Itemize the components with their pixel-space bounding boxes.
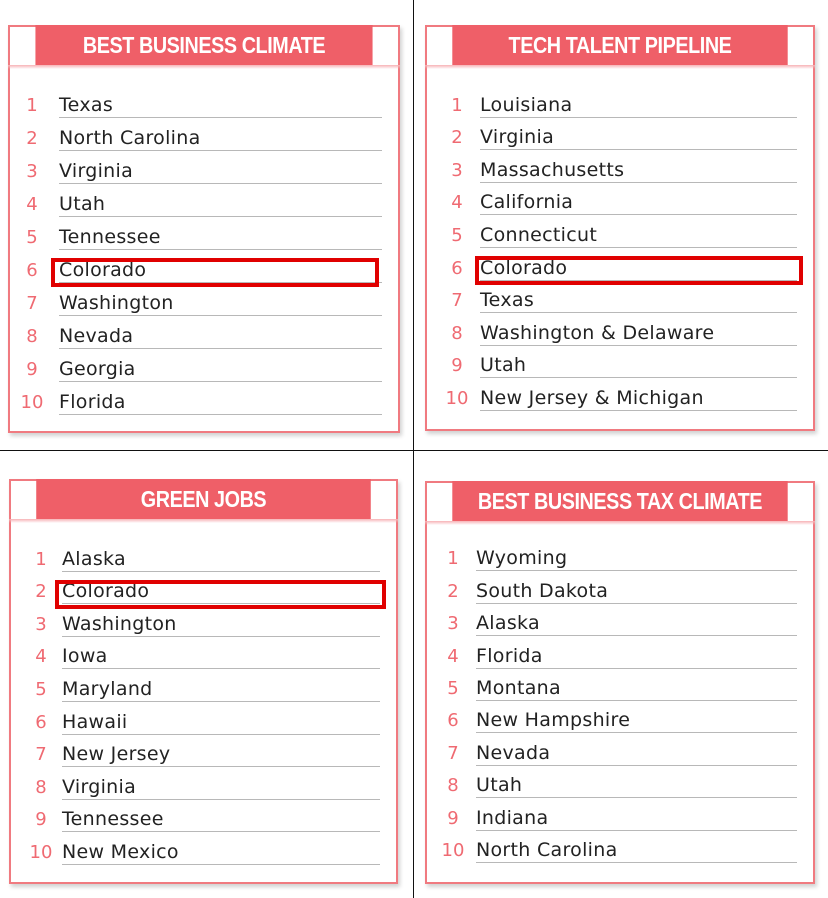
rank-number: 8 bbox=[35, 776, 47, 798]
rank-number: 6 bbox=[26, 260, 38, 281]
ranking-row bbox=[10, 382, 398, 415]
ranking-row bbox=[11, 767, 396, 800]
rank-number: 7 bbox=[447, 742, 459, 764]
state-name: Maryland bbox=[62, 678, 380, 702]
panel-title: BEST BUSINESS CLIMATE bbox=[35, 25, 372, 65]
ranking-row bbox=[427, 604, 813, 636]
ranking-row bbox=[427, 313, 813, 346]
state-name: Massachusetts bbox=[480, 159, 797, 183]
ranking-row bbox=[427, 766, 813, 798]
rank-number: 6 bbox=[451, 257, 463, 279]
state-name: Washington bbox=[59, 292, 382, 316]
rank-number: 3 bbox=[447, 613, 459, 635]
rank-number: 1 bbox=[26, 95, 38, 116]
ranking-row bbox=[10, 184, 398, 217]
rank-number: 4 bbox=[447, 645, 459, 667]
ranking-row bbox=[427, 539, 813, 571]
state-name: Tennessee bbox=[59, 226, 382, 250]
panel-title: GREEN JOBS bbox=[36, 479, 371, 519]
rank-number: 5 bbox=[35, 678, 47, 700]
header-shadow bbox=[425, 521, 815, 525]
state-name: North Carolina bbox=[476, 839, 797, 863]
ranking-row bbox=[10, 151, 398, 184]
state-name: Montana bbox=[476, 677, 797, 701]
ranking-row bbox=[427, 183, 813, 216]
state-name: New Jersey bbox=[62, 743, 380, 767]
ranking-row bbox=[427, 346, 813, 379]
state-name: Colorado bbox=[480, 257, 797, 281]
rank-number: 5 bbox=[447, 677, 459, 699]
ranking-row bbox=[427, 281, 813, 314]
state-name: Indiana bbox=[476, 807, 797, 831]
ranking-row bbox=[427, 378, 813, 411]
rank-number: 1 bbox=[447, 548, 459, 570]
rank-number: 10 bbox=[441, 839, 465, 861]
vertical-divider bbox=[413, 0, 414, 898]
ranking-row bbox=[11, 735, 396, 768]
rank-number: 1 bbox=[451, 94, 463, 116]
ranking-row bbox=[427, 571, 813, 603]
rank-number: 9 bbox=[26, 359, 38, 380]
ranking-row bbox=[11, 669, 396, 702]
state-name: California bbox=[480, 191, 797, 215]
rank-number: 4 bbox=[26, 194, 38, 215]
state-name: Louisiana bbox=[480, 94, 797, 118]
rank-number: 7 bbox=[35, 744, 47, 766]
ranking-row bbox=[10, 316, 398, 349]
rank-number: 8 bbox=[451, 322, 463, 344]
ranking-row bbox=[11, 572, 396, 605]
state-name: Tennessee bbox=[62, 808, 380, 832]
rank-number: 7 bbox=[451, 290, 463, 312]
state-name: Colorado bbox=[62, 580, 380, 604]
rank-number: 3 bbox=[26, 161, 38, 182]
rank-number: 2 bbox=[451, 127, 463, 149]
rank-number: 8 bbox=[26, 326, 38, 347]
state-name: Washington bbox=[62, 613, 380, 637]
ranking-panel-tech-talent-pipeline bbox=[425, 25, 815, 431]
rank-number: 2 bbox=[35, 581, 47, 603]
panel-title: TECH TALENT PIPELINE bbox=[452, 25, 787, 65]
ranking-row bbox=[427, 150, 813, 183]
state-name: Wyoming bbox=[476, 547, 797, 571]
state-name: Alaska bbox=[62, 548, 380, 572]
rank-number: 5 bbox=[26, 227, 38, 248]
rank-number: 8 bbox=[447, 775, 459, 797]
ranking-row bbox=[427, 669, 813, 701]
state-name: Virginia bbox=[62, 776, 380, 800]
ranking-row bbox=[427, 636, 813, 668]
horizontal-divider bbox=[0, 450, 828, 451]
rank-number: 2 bbox=[26, 128, 38, 149]
ranking-panel-best-business-tax-climate bbox=[425, 481, 815, 884]
ranking-row bbox=[427, 118, 813, 151]
header-shadow bbox=[8, 65, 400, 69]
state-name: Washington & Delaware bbox=[480, 322, 797, 346]
state-name: Utah bbox=[59, 193, 382, 217]
state-name: Nevada bbox=[476, 742, 797, 766]
rank-number: 9 bbox=[447, 807, 459, 829]
rank-number: 3 bbox=[451, 159, 463, 181]
ranking-row bbox=[10, 250, 398, 283]
ranking-row bbox=[11, 702, 396, 735]
ranking-row bbox=[427, 248, 813, 281]
rank-number: 7 bbox=[26, 293, 38, 314]
ranking-row bbox=[11, 637, 396, 670]
ranking-row bbox=[10, 349, 398, 382]
state-name: Georgia bbox=[59, 358, 382, 382]
state-name: New Hampshire bbox=[476, 709, 797, 733]
ranking-row bbox=[11, 832, 396, 865]
rank-number: 10 bbox=[20, 392, 44, 413]
ranking-list bbox=[427, 539, 813, 863]
rank-number: 2 bbox=[447, 580, 459, 602]
state-name: New Jersey & Michigan bbox=[480, 387, 797, 411]
ranking-row bbox=[10, 118, 398, 151]
state-name: Alaska bbox=[476, 612, 797, 636]
ranking-row bbox=[427, 733, 813, 765]
rank-number: 10 bbox=[29, 841, 53, 863]
rank-number: 4 bbox=[451, 192, 463, 214]
ranking-panel-best-business-climate bbox=[8, 25, 400, 433]
ranking-row bbox=[427, 831, 813, 863]
ranking-row bbox=[10, 283, 398, 316]
state-name: Utah bbox=[480, 354, 797, 378]
rank-number: 6 bbox=[447, 710, 459, 732]
state-name: North Carolina bbox=[59, 127, 382, 151]
ranking-row bbox=[427, 215, 813, 248]
ranking-list bbox=[11, 539, 396, 865]
ranking-row bbox=[11, 604, 396, 637]
state-name: New Mexico bbox=[62, 841, 380, 865]
header-shadow bbox=[9, 519, 398, 523]
state-name: Colorado bbox=[59, 259, 382, 283]
panel-title: BEST BUSINESS TAX CLIMATE bbox=[452, 481, 787, 521]
ranking-list bbox=[427, 85, 813, 411]
state-name: Connecticut bbox=[480, 224, 797, 248]
state-name: Iowa bbox=[62, 645, 380, 669]
ranking-list bbox=[10, 85, 398, 415]
rank-number: 5 bbox=[451, 224, 463, 246]
rank-number: 10 bbox=[445, 387, 469, 409]
state-name: Virginia bbox=[59, 160, 382, 184]
header-shadow bbox=[425, 65, 815, 69]
state-name: Texas bbox=[59, 94, 382, 118]
ranking-row bbox=[427, 798, 813, 830]
rank-number: 6 bbox=[35, 711, 47, 733]
ranking-row bbox=[427, 701, 813, 733]
ranking-row bbox=[10, 85, 398, 118]
rank-number: 9 bbox=[35, 809, 47, 831]
ranking-row bbox=[11, 800, 396, 833]
ranking-row bbox=[11, 539, 396, 572]
state-name: Virginia bbox=[480, 126, 797, 150]
state-name: Nevada bbox=[59, 325, 382, 349]
ranking-panel-green-jobs bbox=[9, 479, 398, 884]
rank-number: 9 bbox=[451, 355, 463, 377]
state-name: Hawaii bbox=[62, 711, 380, 735]
rank-number: 4 bbox=[35, 646, 47, 668]
state-name: Texas bbox=[480, 289, 797, 313]
rank-number: 1 bbox=[35, 548, 47, 570]
state-name: South Dakota bbox=[476, 580, 797, 604]
rank-number: 3 bbox=[35, 613, 47, 635]
ranking-row bbox=[427, 85, 813, 118]
ranking-row bbox=[10, 217, 398, 250]
state-name: Florida bbox=[59, 391, 382, 415]
state-name: Florida bbox=[476, 645, 797, 669]
state-name: Utah bbox=[476, 774, 797, 798]
